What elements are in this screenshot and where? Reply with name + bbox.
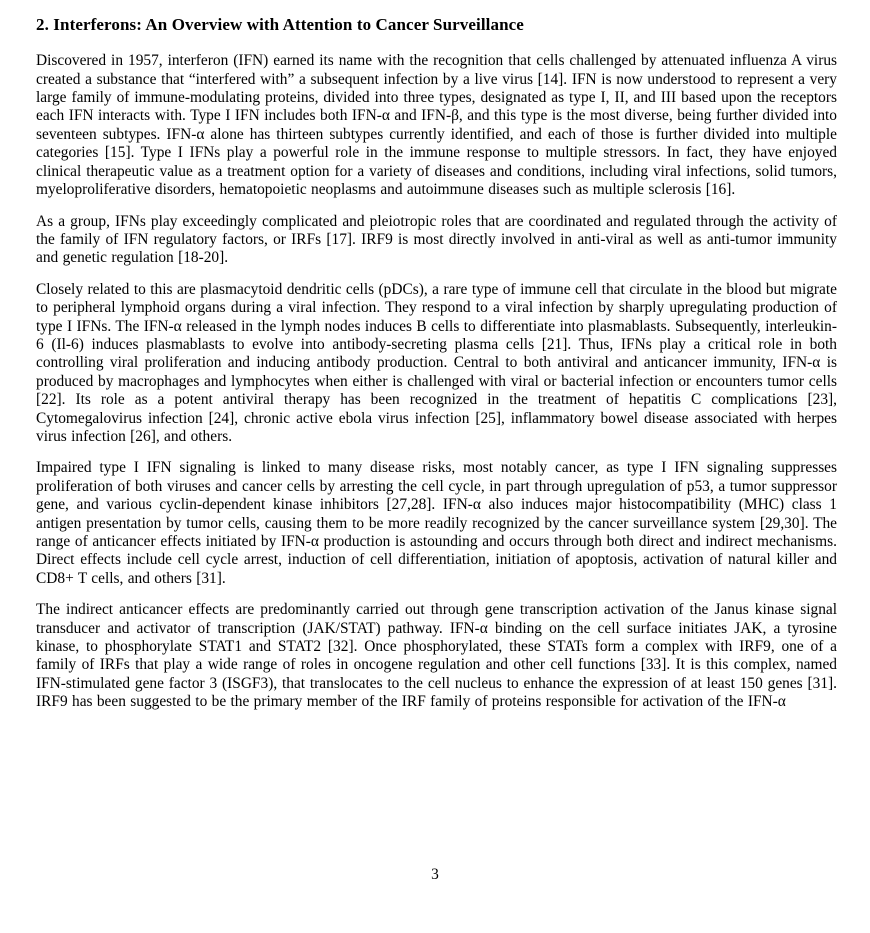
page-number: 3: [431, 866, 439, 883]
section-heading: 2. Interferons: An Overview with Attention to Cancer Surveillance: [36, 15, 524, 34]
paragraph-impaired-ifn-signaling: Impaired type I IFN signaling is linked to many disease risks, most notably cancer, as type I IFN signaling suppresses proliferation of both viruses and cancer cells by arresting the cell cycle, in part through upregulation of p53, a tumor suppressor gene, and various cyclin-dependent kinase inhibitors [27,28]. IFN-α also induces major histocompatibility (MHC) class 1 antigen presentation by tumor cells, causing them to be more readily recognized by the cancer surveillance system [29,30]. The range of anticancer effects initiated by IFN-α production is astounding and occurs through both direct and indirect mechanisms. Direct effects include cell cycle arrest, induction of cell differentiation, initiation of apoptosis, activation of natural killer and CD8+ T cells, and others [31].: [36, 459, 837, 587]
paragraph-intro-interferon-history: Discovered in 1957, interferon (IFN) earned its name with the recognition that cells challenged by attenuated influenza A virus created a substance that “interfered with” a subsequent infection by a live virus [14]. IFN is now understood to represent a very large family of immune-modulating proteins, divided into three types, designated as type I, II, and III based upon the receptors each IFN interacts with. Type I IFN includes both IFN-α and IFN-β, and this type is the most diverse, being further divided into seventeen subtypes. IFN-α alone has thirteen subtypes currently identified, and each of those is further divided into multiple categories [15]. Type I IFNs play a powerful role in the immune response to multiple stressors. In fact, they have enjoyed clinical therapeutic value as a treatment option for a variety of diseases and conditions, including viral infections, solid tumors, myeloproliferative disorders, hematopoietic neoplasms and autoimmune diseases such as multiple sclerosis [16].: [36, 52, 837, 199]
paragraph-irf-regulation: As a group, IFNs play exceedingly complicated and pleiotropic roles that are coordinated and regulated through the activity of the family of IFN regulatory factors, or IRFs [17]. IRF9 is most directly involved in anti-viral as well as anti-tumor immunity and genetic regulation [18-20].: [36, 212, 837, 267]
paragraph-jak-stat-pathway: The indirect anticancer effects are predominantly carried out through gene transcription activation of the Janus kinase signal transducer and activator of transcription (JAK/STAT) pathway. IFN-α binding on the cell surface initiates JAK, a tyrosine kinase, to phosphorylate STAT1 and STAT2 [32]. Once phosphorylated, these STATs form a complex with IRF9, one of a family of IRFs that play a wide range of roles in oncogene regulation and other cell functions [33]. It is this complex, named IFN-stimulated gene factor 3 (ISGF3), that translocates to the cell nucleus to enhance the expression of at least 150 genes [31]. IRF9 has been suggested to be the primary member of the IRF family of proteins responsible for activation of the IFN-α: [36, 601, 837, 711]
paragraph-pdcs-antiviral: Closely related to this are plasmacytoid dendritic cells (pDCs), a rare type of immune cell that circulate in the blood but migrate to peripheral lymphoid organs during a viral infection. They respond to a viral infection by sharply upregulating production of type I IFNs. The IFN-α released in the lymph nodes induces B cells to differentiate into plasmablasts. Subsequently, interleukin-6 (Il-6) induces plasmablasts to evolve into antibody-secreting plasma cells [21]. Thus, IFNs play a critical role in both controlling viral proliferation and inducing antibody production. Central to both antiviral and anticancer immunity, IFN-α is produced by macrophages and lymphocytes when either is challenged with viral or bacterial infection or encounters tumor cells [22]. Its role as a potent antiviral therapy has been recognized in the treatment of hepatitis C complications [23], Cytomegalovirus infection [24], chronic active ebola virus infection [25], inflammatory bowel disease associated with herpes virus infection [26], and others.: [36, 280, 837, 445]
